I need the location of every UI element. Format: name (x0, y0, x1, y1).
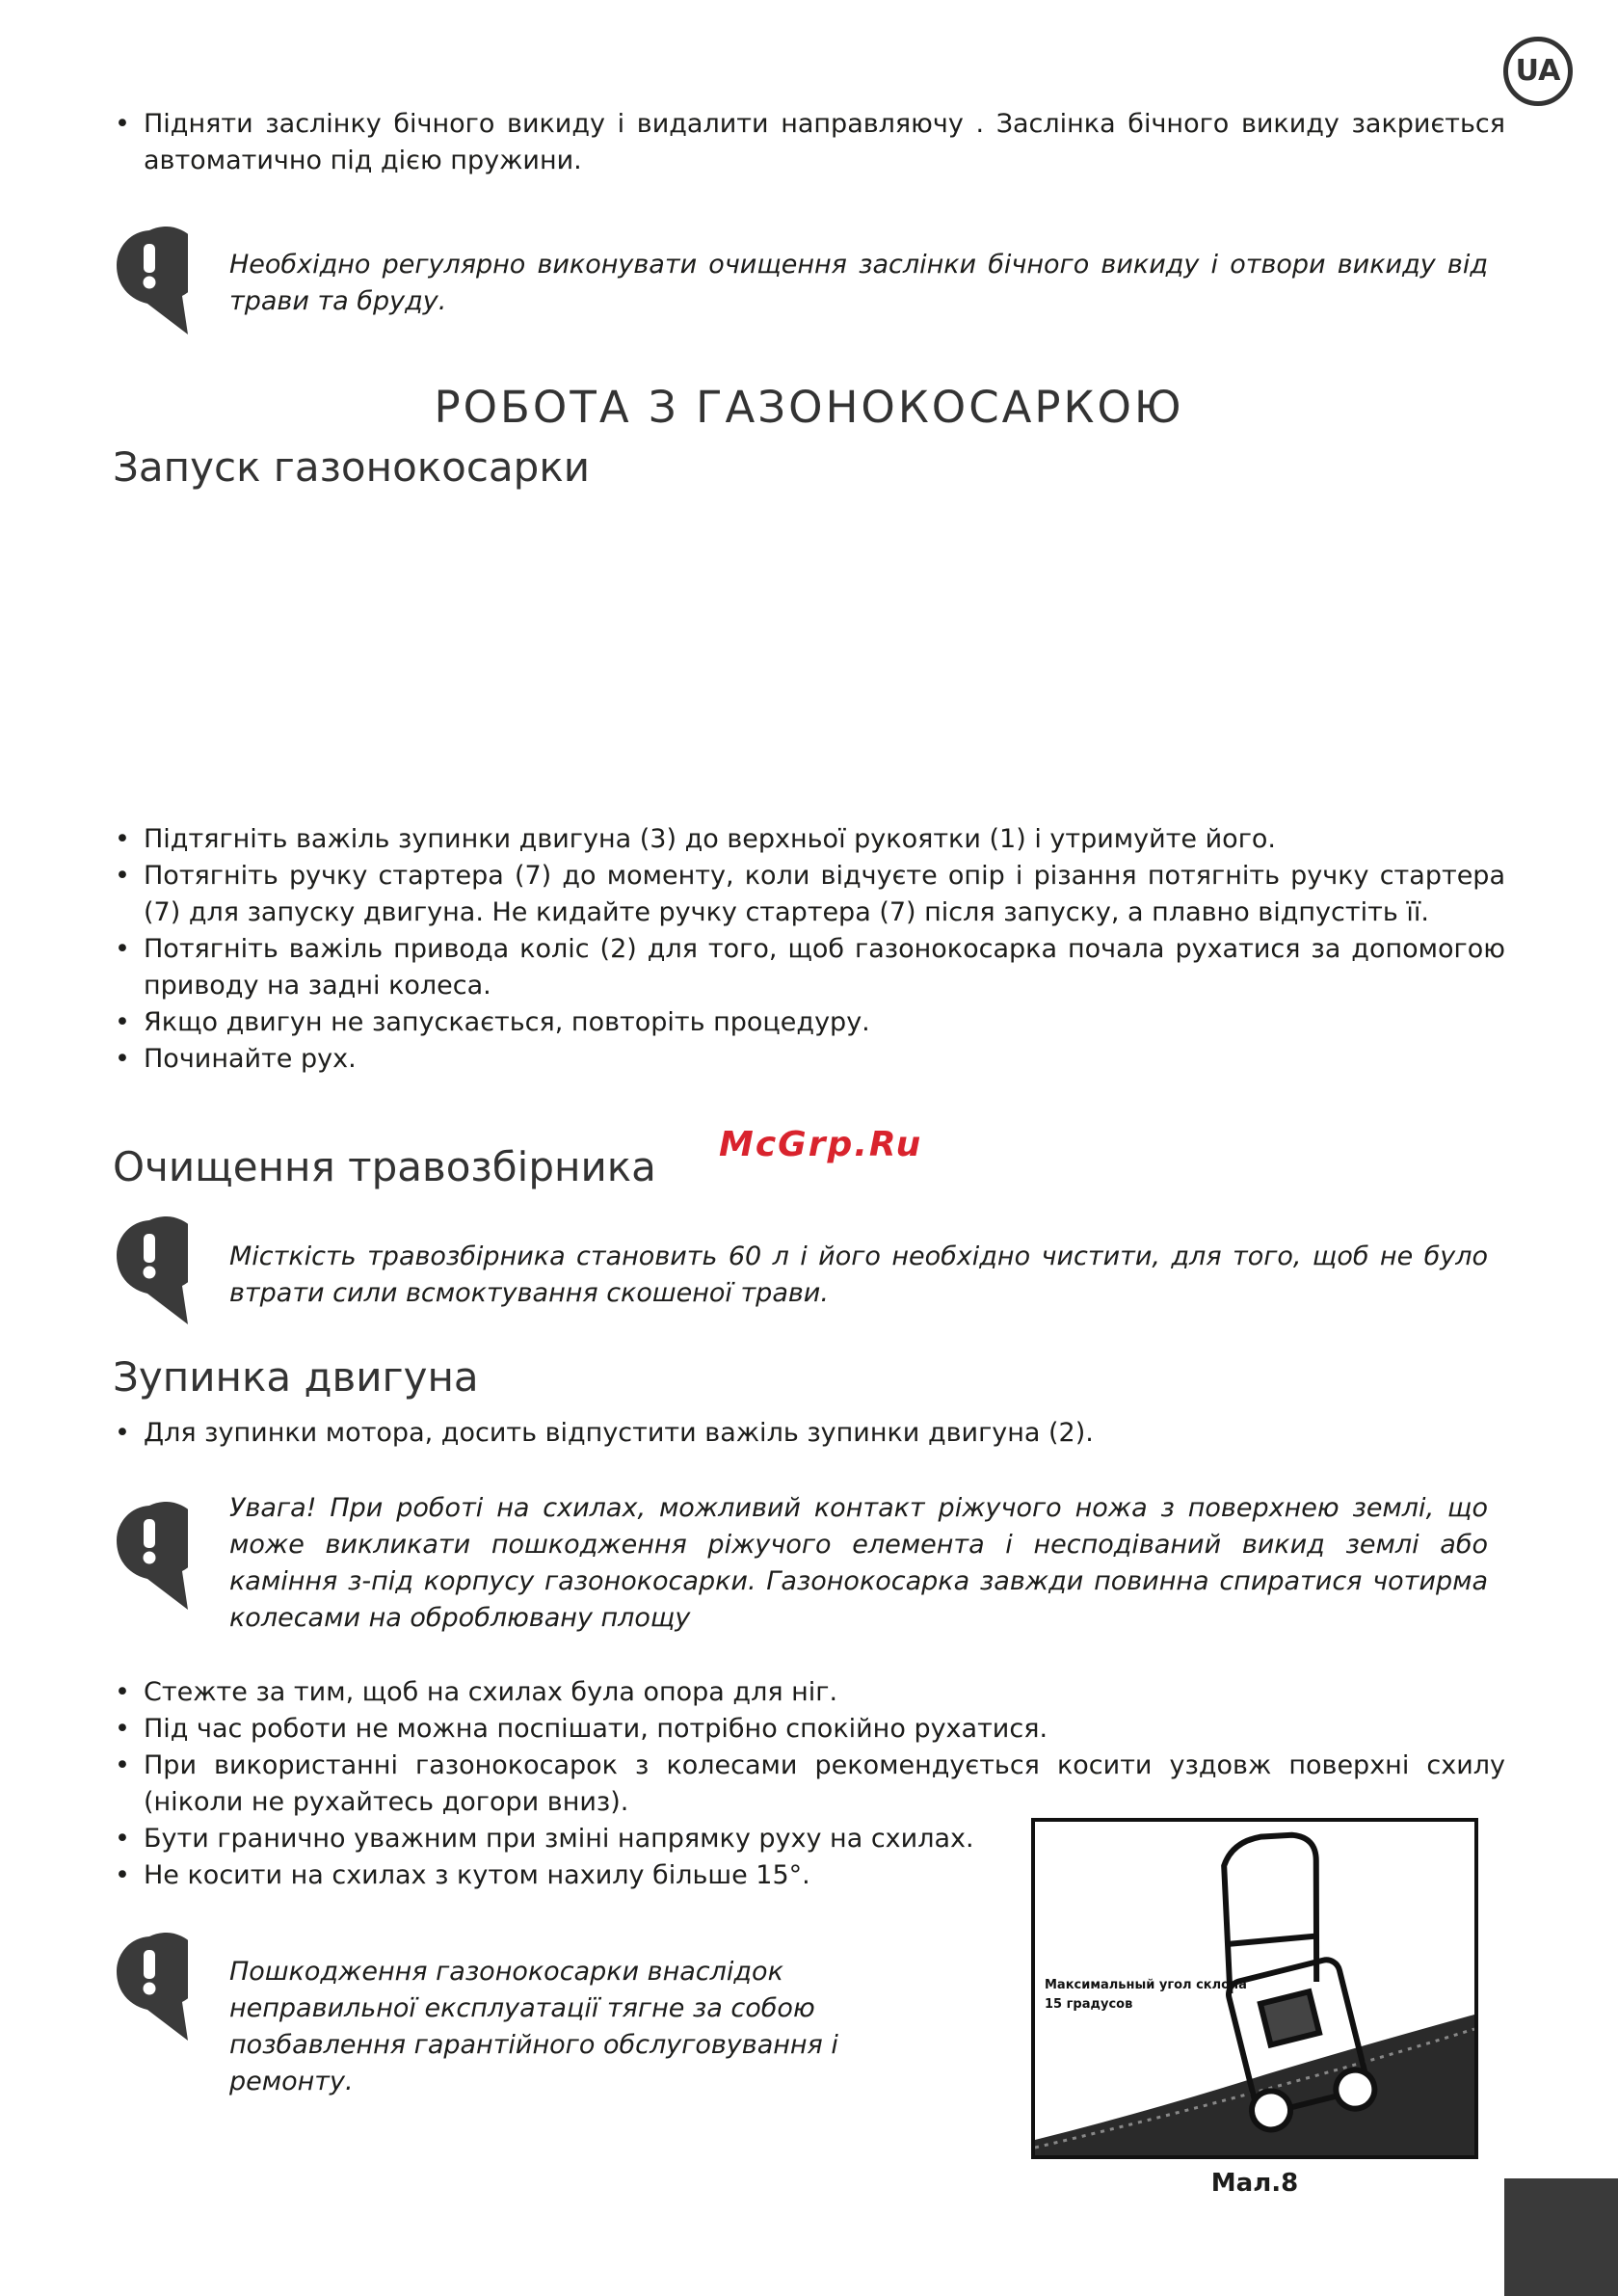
note-text: Пошкодження газонокосарки внаслідок неправильної експлуатації тягне за собою позбавлення гарантійного обслуговування і ремонту. (229, 1957, 838, 2096)
figure-label: Мал.8 (1210, 2169, 1299, 2198)
watermark: McGrp.Ru (719, 1125, 923, 1164)
list-item: • Потягніть ручку стартера (7) до моменту, коли відчуєте опір і різання потягніть ручку стартера (7) для запуску двигуна. Не кидайте ручку стартера (7) після запуску, а плавно відпустіть її. (113, 858, 1505, 931)
warning-icon (111, 227, 188, 334)
page-title: РОБОТА З ГАЗОНОКОСАРКОЮ (434, 382, 1184, 433)
list-item: • Стежте за тим, щоб на схилах була опора для ніг. (113, 1674, 1505, 1711)
section-title-stop: Зупинка двигуна (113, 1353, 479, 1401)
list-item: • Підняти заслінку бічного викиду і видалити направляючу . Заслінка бічного викиду закриється автоматично під дією пружини. (113, 106, 1505, 179)
figure-mower-on-slope (1031, 1818, 1478, 2159)
figure-caption: Максимальный угол склона 15 градусов (1045, 1978, 1247, 2012)
warning-icon (111, 1502, 188, 1610)
stop-bullet-list (113, 1415, 1505, 1452)
list-item: • Починайте рух. (113, 1041, 1505, 1078)
page-corner-tab (1504, 2178, 1618, 2296)
list-item: • Не косити на схилах з кутом нахилу більше 15°. (113, 1857, 1505, 1894)
intro-bullet-list (113, 106, 1505, 179)
note-text: Увага! При роботі на схилах, можливий контакт ріжучого ножа з поверхнею землі, що може викликати пошкодження ріжучого елемента і несподіваний викид землі або каміння з-під корпусу газонокосарки. Газонокосарка завжди повинна спиратися чотирма колесами на оброблювану площу (229, 1493, 1488, 1633)
start-bullet-list (113, 821, 1505, 1078)
list-item: • Бути гранично уважним при зміні напрямку руху на схилах. (113, 1821, 1011, 1857)
language-badge: UA (1503, 37, 1573, 106)
list-item: • Потягніть важіль привода коліс (2) для того, щоб газонокосарка почала рухатися за допомогою приводу на задні колеса. (113, 931, 1505, 1004)
list-item: • Підтягніть важіль зупинки двигуна (3) до верхньої рукоятки (1) і утримуйте його. (113, 821, 1505, 858)
note-text: Місткість травозбірника становить 60 л і його необхідно чистити, для того, щоб не було втрати сили всмоктування скошеної трави. (229, 1241, 1488, 1308)
list-item: • При використанні газонокосарок з колесами рекомендується косити уздовж поверхні схилу (ніколи не рухайтесь догори вниз). (113, 1748, 1505, 1821)
warning-icon (111, 1216, 188, 1324)
note-text: Необхідно регулярно виконувати очищення заслінки бічного викиду і отвори викиду від трави та бруду. (229, 250, 1488, 316)
list-item: • Під час роботи не можна поспішати, потрібно спокійно рухатися. (113, 1711, 1505, 1748)
section-title-start: Запуск газонокосарки (113, 443, 590, 491)
warning-icon (111, 1933, 188, 2041)
section-title-cleaning: Очищення травозбірника (113, 1143, 656, 1190)
list-item: • Якщо двигун не запускається, повторіть процедуру. (113, 1004, 1505, 1041)
list-item: • Для зупинки мотора, досить відпустити важіль зупинки двигуна (2). (113, 1415, 1505, 1452)
